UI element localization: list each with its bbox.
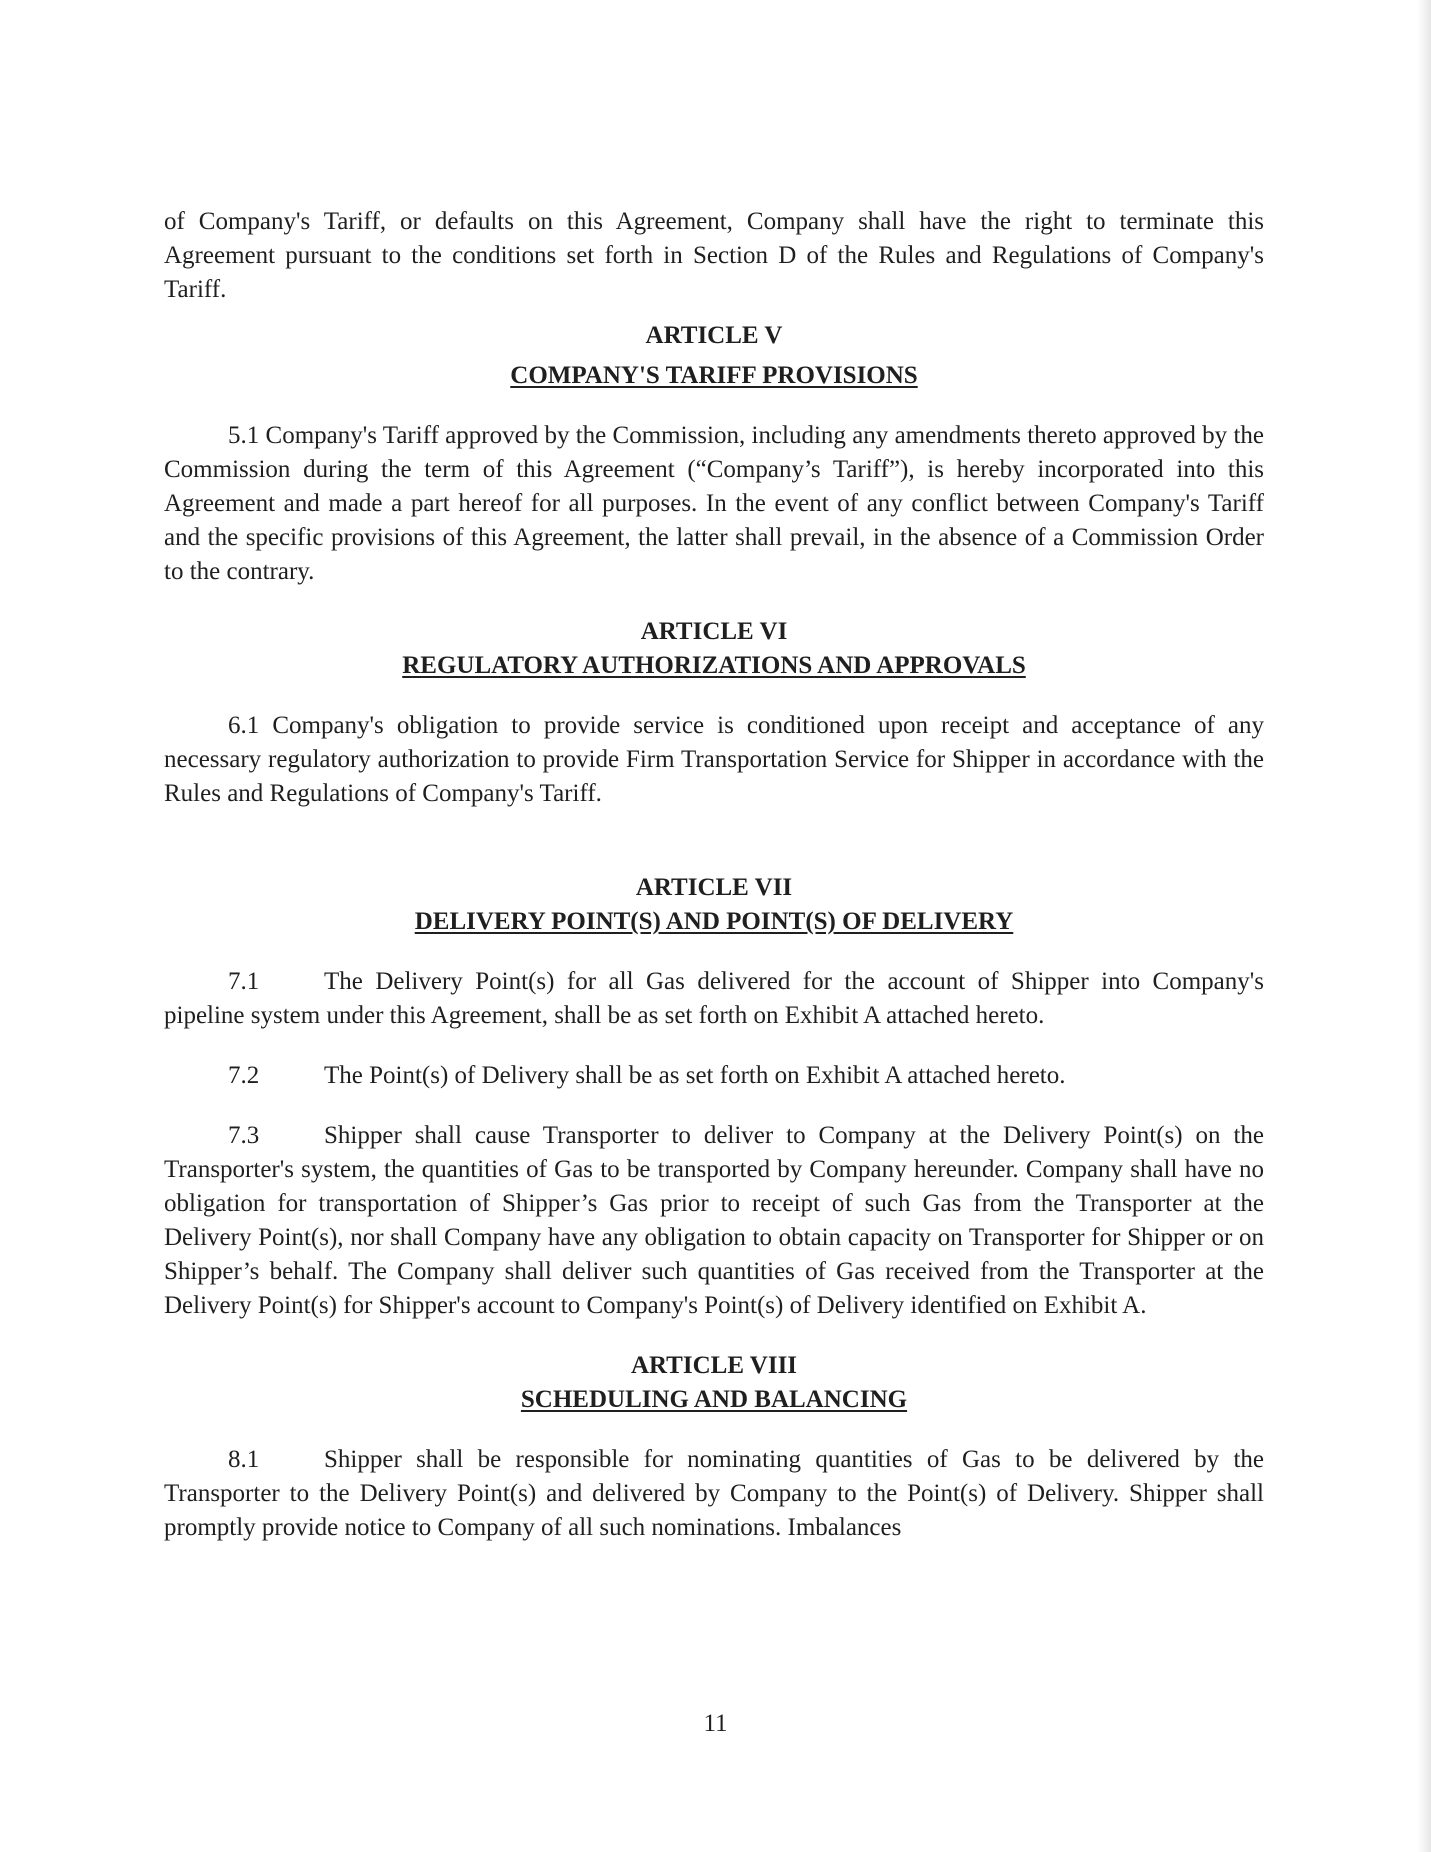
section-6-1: 6.1 Company's obligation to provide service is conditioned upon receipt and acceptance of any necessary regulatory authorization to provide Firm Transportation Service for Shipper in accordance with the Rules and Regulations of Company's Tariff. bbox=[164, 712, 1264, 807]
article-7-number: ARTICLE VII bbox=[635, 874, 793, 901]
section-7-3-number: 7.3 bbox=[228, 1122, 260, 1149]
section-7-1 bbox=[164, 965, 1264, 1033]
article-6-heading bbox=[164, 615, 1264, 649]
document-body bbox=[164, 205, 1264, 1545]
section-7-2 bbox=[164, 1059, 1264, 1093]
section-7-3 bbox=[164, 1119, 1264, 1323]
article-6-title-text: REGULATORY AUTHORIZATIONS AND APPROVALS bbox=[402, 652, 1026, 679]
section-8-1-number: 8.1 bbox=[228, 1446, 260, 1473]
article-6-number: ARTICLE VI bbox=[640, 618, 788, 645]
section-7-1-text: The Delivery Point(s) for all Gas delivered for the account of Shipper into Company's pipeline system under this Agreement, shall be as set forth on Exhibit A attached hereto. bbox=[164, 968, 1264, 1029]
article-8-title-text: SCHEDULING AND BALANCING bbox=[520, 1386, 908, 1413]
article-5-heading bbox=[164, 319, 1264, 353]
section-8-1-text: Shipper shall be responsible for nominating quantities of Gas to be delivered by the Transporter to the Delivery Point(s) and delivered by Company to the Point(s) of Delivery. Shipper shall promptly provide notice to Company of all such nominations. Imbalances bbox=[164, 1446, 1264, 1541]
page-number: 11 bbox=[703, 1710, 728, 1737]
article-7-heading bbox=[164, 871, 1264, 905]
article-5-title-text: COMPANY'S TARIFF PROVISIONS bbox=[510, 362, 918, 389]
article-8-title bbox=[164, 1383, 1264, 1417]
section-7-1-number: 7.1 bbox=[228, 968, 260, 995]
section-7-3-text: Shipper shall cause Transporter to deliver to Company at the Delivery Point(s) on the Transporter's system, the quantities of Gas to be transported by Company hereunder. Company shall have no obligation for transportation of Shipper’s Gas prior to receipt of such Gas from the Transporter at the Delivery Point(s), nor shall Company have any obligation to obtain capacity on Transporter for Shipper or on Shipper’s behalf. The Company shall deliver such quantities of Gas received from the Transporter at the Delivery Point(s) for Shipper's account to Company's Point(s) of Delivery identified on Exhibit A. bbox=[164, 1122, 1264, 1319]
scan-edge-shadow bbox=[1417, 0, 1431, 1852]
section-7-2-number: 7.2 bbox=[228, 1062, 260, 1089]
article-7-title-text: DELIVERY POINT(S) AND POINT(S) OF DELIVERY bbox=[414, 908, 1014, 935]
article-8-heading bbox=[164, 1349, 1264, 1383]
article-5-title bbox=[164, 359, 1264, 393]
article-7-title bbox=[164, 905, 1264, 939]
article-8-number: ARTICLE VIII bbox=[630, 1352, 798, 1379]
intro-paragraph: of Company's Tariff, or defaults on this Agreement, Company shall have the right to terminate this Agreement pursuant to the conditions set forth in Section D of the Rules and Regulations of Company's Tariff. bbox=[164, 208, 1264, 303]
article-5-number: ARTICLE V bbox=[645, 322, 783, 349]
section-7-2-text: The Point(s) of Delivery shall be as set forth on Exhibit A attached hereto. bbox=[324, 1062, 1066, 1089]
section-8-1 bbox=[164, 1443, 1264, 1545]
article-6-title bbox=[164, 649, 1264, 683]
section-5-1: 5.1 Company's Tariff approved by the Commission, including any amendments thereto approved by the Commission during the term of this Agreement (“Company’s Tariff”), is hereby incorporated into this Agreement and made a part hereof for all purposes. In the event of any conflict between Company's Tariff and the specific provisions of this Agreement, the latter shall prevail, in the absence of a Commission Order to the contrary. bbox=[164, 422, 1264, 585]
